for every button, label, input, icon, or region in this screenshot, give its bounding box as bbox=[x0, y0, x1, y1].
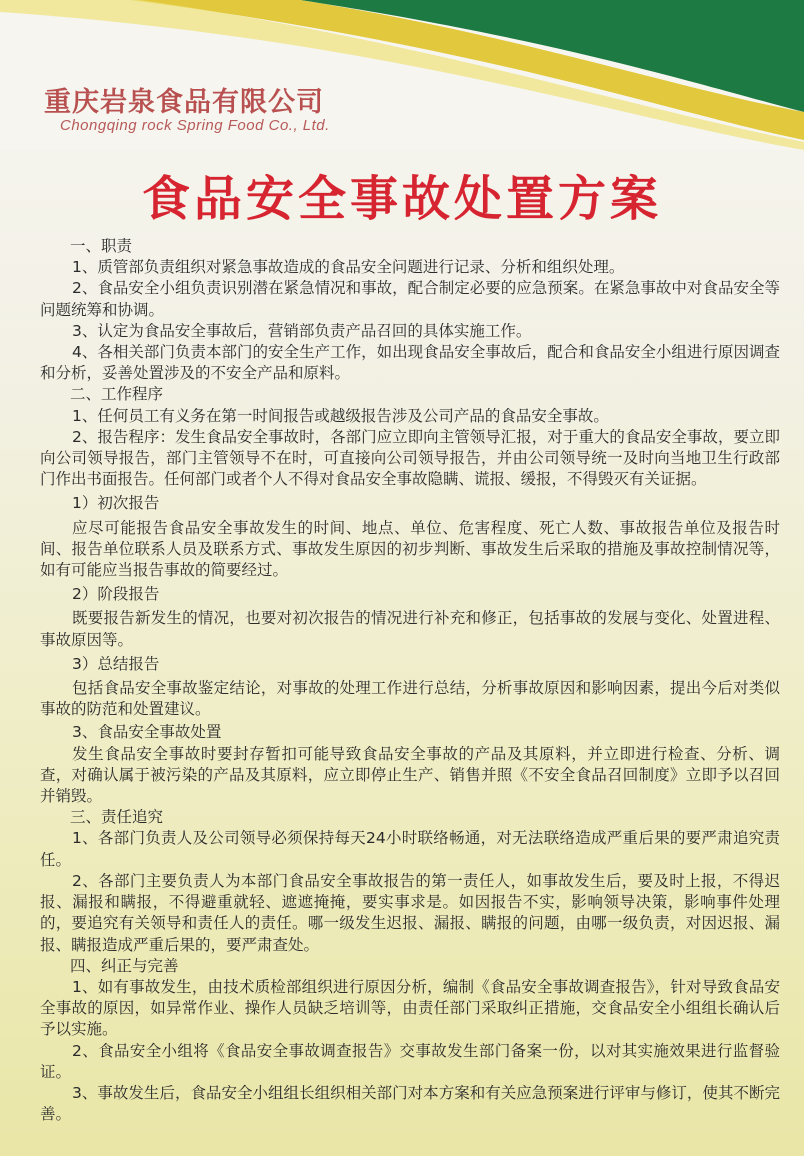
paragraph-incident-handling: 发生食品安全事故时要封存暂扣可能导致食品安全事故的产品及其原料，并立即进行检查、分析、调查，对确认属于被污染的产品及其原料，应立即停止生产、销售并照《不安全食品召回制度》立即予以召回并销毁。 bbox=[40, 744, 780, 806]
document-title: 食品安全事故处置方案 bbox=[141, 171, 662, 227]
paragraph-accountability-2: 2、各部门主要负责人为本部门食品安全事故报告的第一责任人，如事故发生后，要及时上报，不得迟报、漏报和瞒报，不得避重就轻、遮遮掩掩，要实事求是。如因报告不实，影响领导决策，影响事件处理的，要追究有关领导和责任人的责任。哪一级发生迟报、漏报、瞒报的问题，由哪一级负责，对因迟报、漏报、瞒报造成严重后果的，要严肃查处。 bbox=[40, 871, 780, 954]
paragraph-duty-3: 3、认定为食品安全事故后，营销部负责产品召回的具体实施工作。 bbox=[72, 321, 532, 340]
section-heading-accountability: 三、责任追究 bbox=[70, 808, 164, 827]
paragraph-stage-report: 既要报告新发生的情况，也要对初次报告的情况进行补充和修正，包括事故的发展与变化、处置进程、事故原因等。 bbox=[40, 609, 780, 649]
subheading-initial-report: 1）初次报告 bbox=[72, 494, 160, 513]
subheading-summary-report: 3）总结报告 bbox=[72, 654, 160, 673]
paragraph-duty-2: 2、食品安全小组负责识别潜在紧急情况和事故，配合制定必要的应急预案。在紧急事故中对食品安全等问题统筹和协调。 bbox=[40, 279, 780, 319]
document-body bbox=[40, 236, 780, 1125]
paragraph-duty-1: 1、质管部负责组织对紧急事故造成的食品安全问题进行记录、分析和组织处理。 bbox=[72, 258, 625, 277]
company-name-english: Chongqing rock Spring Food Co., Ltd. bbox=[60, 117, 330, 134]
paragraph-correction-2: 2、食品安全小组将《食品安全事故调查报告》交事故发生部门备案一份，以对其实施效果进行监督验证。 bbox=[40, 1041, 780, 1081]
paragraph-initial-report: 应尽可能报告食品安全事故发生的时间、地点、单位、危害程度、死亡人数、事故报告单位及报告时间、报告单位联系人员及联系方式、事故发生原因的初步判断、事故发生后采取的措施及事故控制情况等，如有可能应当报告事故的简要经过。 bbox=[40, 518, 780, 580]
section-heading-procedure: 二、工作程序 bbox=[70, 385, 164, 404]
paragraph-procedure-2: 2、报告程序：发生食品安全事故时，各部门应立即向主管领导汇报，对于重大的食品安全事故，要立即向公司领导报告，部门主管领导不在时，可直接向公司领导报告，并由公司领导统一及时向当地卫生行政部门作出书面报告。任何部门或者个人不得对食品安全事故隐瞒、谎报、缓报，不得毁灭有关证据。 bbox=[40, 427, 780, 489]
paragraph-correction-1: 1、如有事故发生，由技术质检部组织进行原因分析，编制《食品安全事故调查报告》，针对导致食品安全事故的原因，如异常作业、操作人员缺乏培训等，由责任部门采取纠正措施，交食品安全小组组长确认后予以实施。 bbox=[40, 977, 780, 1039]
section-heading-duties: 一、职责 bbox=[70, 237, 133, 255]
subheading-incident-handling: 3、食品安全事故处置 bbox=[72, 723, 222, 742]
paragraph-summary-report: 包括食品安全事故鉴定结论，对事故的处理工作进行总结，分析事故原因和影响因素，提出今后对类似事故的防范和处置建议。 bbox=[40, 679, 780, 719]
paragraph-procedure-1: 1、任何员工有义务在第一时间报告或越级报告涉及公司产品的食品安全事故。 bbox=[72, 406, 609, 425]
paragraph-accountability-1: 1、各部门负责人及公司领导必须保持每天24小时联络畅通，对无法联络造成严重后果的要严肃追究责任。 bbox=[40, 829, 780, 869]
subheading-stage-report: 2）阶段报告 bbox=[72, 585, 160, 604]
company-name-chinese: 重庆岩泉食品有限公司 bbox=[44, 87, 324, 118]
section-heading-correction: 四、纠正与完善 bbox=[70, 956, 179, 975]
paragraph-duty-4: 4、各相关部门负责本部门的安全生产工作，如出现食品安全事故后，配合和食品安全小组进行原因调查和分析，妥善处置涉及的不安全产品和原料。 bbox=[40, 343, 780, 383]
paragraph-correction-3: 3、事故发生后，食品安全小组组长组织相关部门对本方案和有关应急预案进行评审与修订，使其不断完善。 bbox=[40, 1083, 780, 1124]
